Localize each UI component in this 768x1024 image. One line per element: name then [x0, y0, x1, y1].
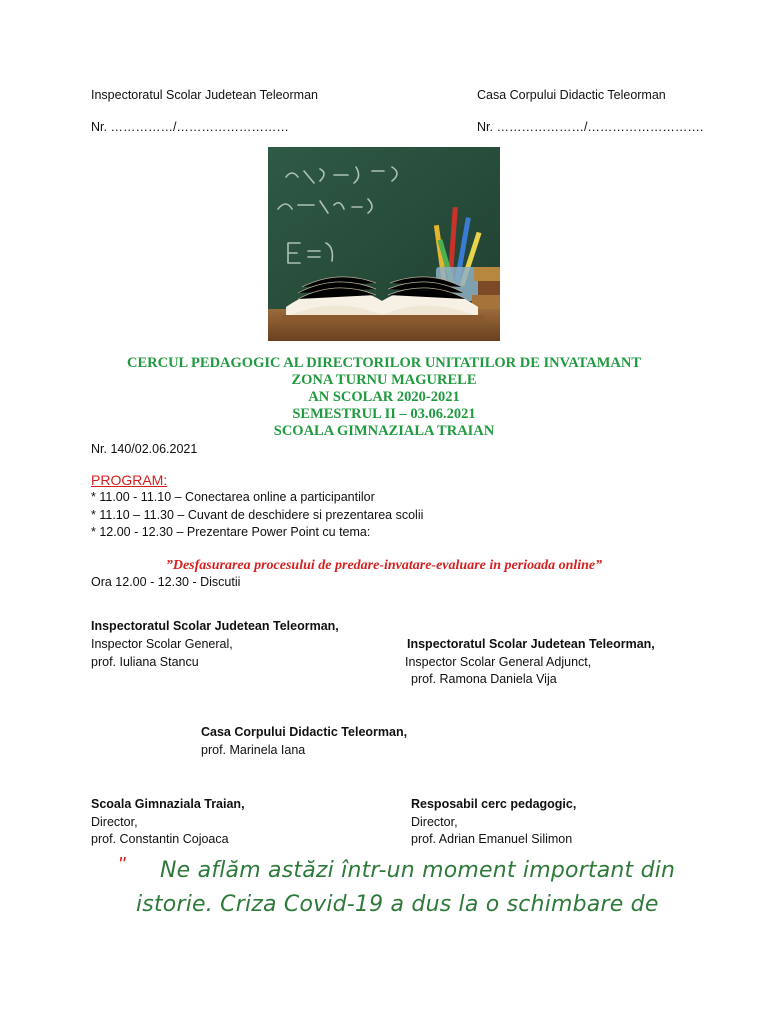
isj-adjunct-name: prof. Ramona Daniela Vija	[411, 672, 557, 686]
header-right-nr: Nr. …………………/……………………….	[477, 120, 704, 134]
header-left-nr: Nr. ……………/………………………	[91, 120, 289, 134]
responsible-name: prof. Adrian Emanuel Silimon	[411, 832, 573, 846]
quote-line-2: istorie. Criza Covid-19 a dus la o schimbare de	[136, 892, 659, 917]
isj-adjunct-role: Inspector Scolar General Adjunct,	[405, 655, 592, 669]
quote-line-1: Ne aflăm astăzi într-un moment important din	[160, 858, 676, 883]
title-line-3: AN SCOLAR 2020-2021	[308, 389, 460, 405]
header-left-org: Inspectoratul Scolar Judetean Teleorman	[91, 88, 318, 102]
isj-general-role: Inspector Scolar General,	[91, 637, 233, 651]
isj-general-name: prof. Iuliana Stancu	[91, 655, 199, 669]
title-line-2: ZONA TURNU MAGURELE	[291, 372, 477, 388]
responsible-role: Director,	[411, 815, 458, 829]
isj-adjunct-org: Inspectoratul Scolar Judetean Teleorman,	[407, 637, 655, 651]
classroom-chalkboard-books-photo	[268, 147, 500, 341]
header-right-org: Casa Corpului Didactic Teleorman	[477, 88, 666, 102]
ccd-name: prof. Marinela Iana	[201, 743, 306, 757]
school-director-name: prof. Constantin Cojoaca	[91, 832, 229, 846]
school-org: Scoala Gimnaziala Traian,	[91, 797, 245, 811]
responsible-org: Resposabil cerc pedagogic,	[411, 797, 577, 811]
program-heading: PROGRAM:	[91, 472, 168, 488]
title-line-4: SEMESTRUL II – 03.06.2021	[292, 406, 476, 422]
program-item-3: * 12.00 - 12.30 – Prezentare Power Point cu tema:	[91, 525, 371, 539]
presentation-topic: ”Desfasurarea procesului de predare-invatare-evaluare in perioada online”	[165, 558, 603, 573]
isj-general-org: Inspectoratul Scolar Judetean Teleorman,	[91, 619, 339, 633]
title-line-5: SCOALA GIMNAZIALA TRAIAN	[273, 423, 495, 439]
title-line-1: CERCUL PEDAGOGIC AL DIRECTORILOR UNITATILOR DE INVATAMANT	[126, 355, 642, 371]
discussion-item: Ora 12.00 - 12.30 - Discutii	[91, 575, 241, 589]
program-item-1: * 11.00 - 11.10 – Conectarea online a participantilor	[91, 490, 375, 504]
school-role: Director,	[91, 815, 138, 829]
quote-mark: "	[118, 854, 126, 876]
document-number: Nr. 140/02.06.2021	[91, 442, 198, 456]
program-item-2: * 11.10 – 11.30 – Cuvant de deschidere si prezentarea scolii	[91, 508, 424, 522]
ccd-org: Casa Corpului Didactic Teleorman,	[201, 725, 408, 739]
